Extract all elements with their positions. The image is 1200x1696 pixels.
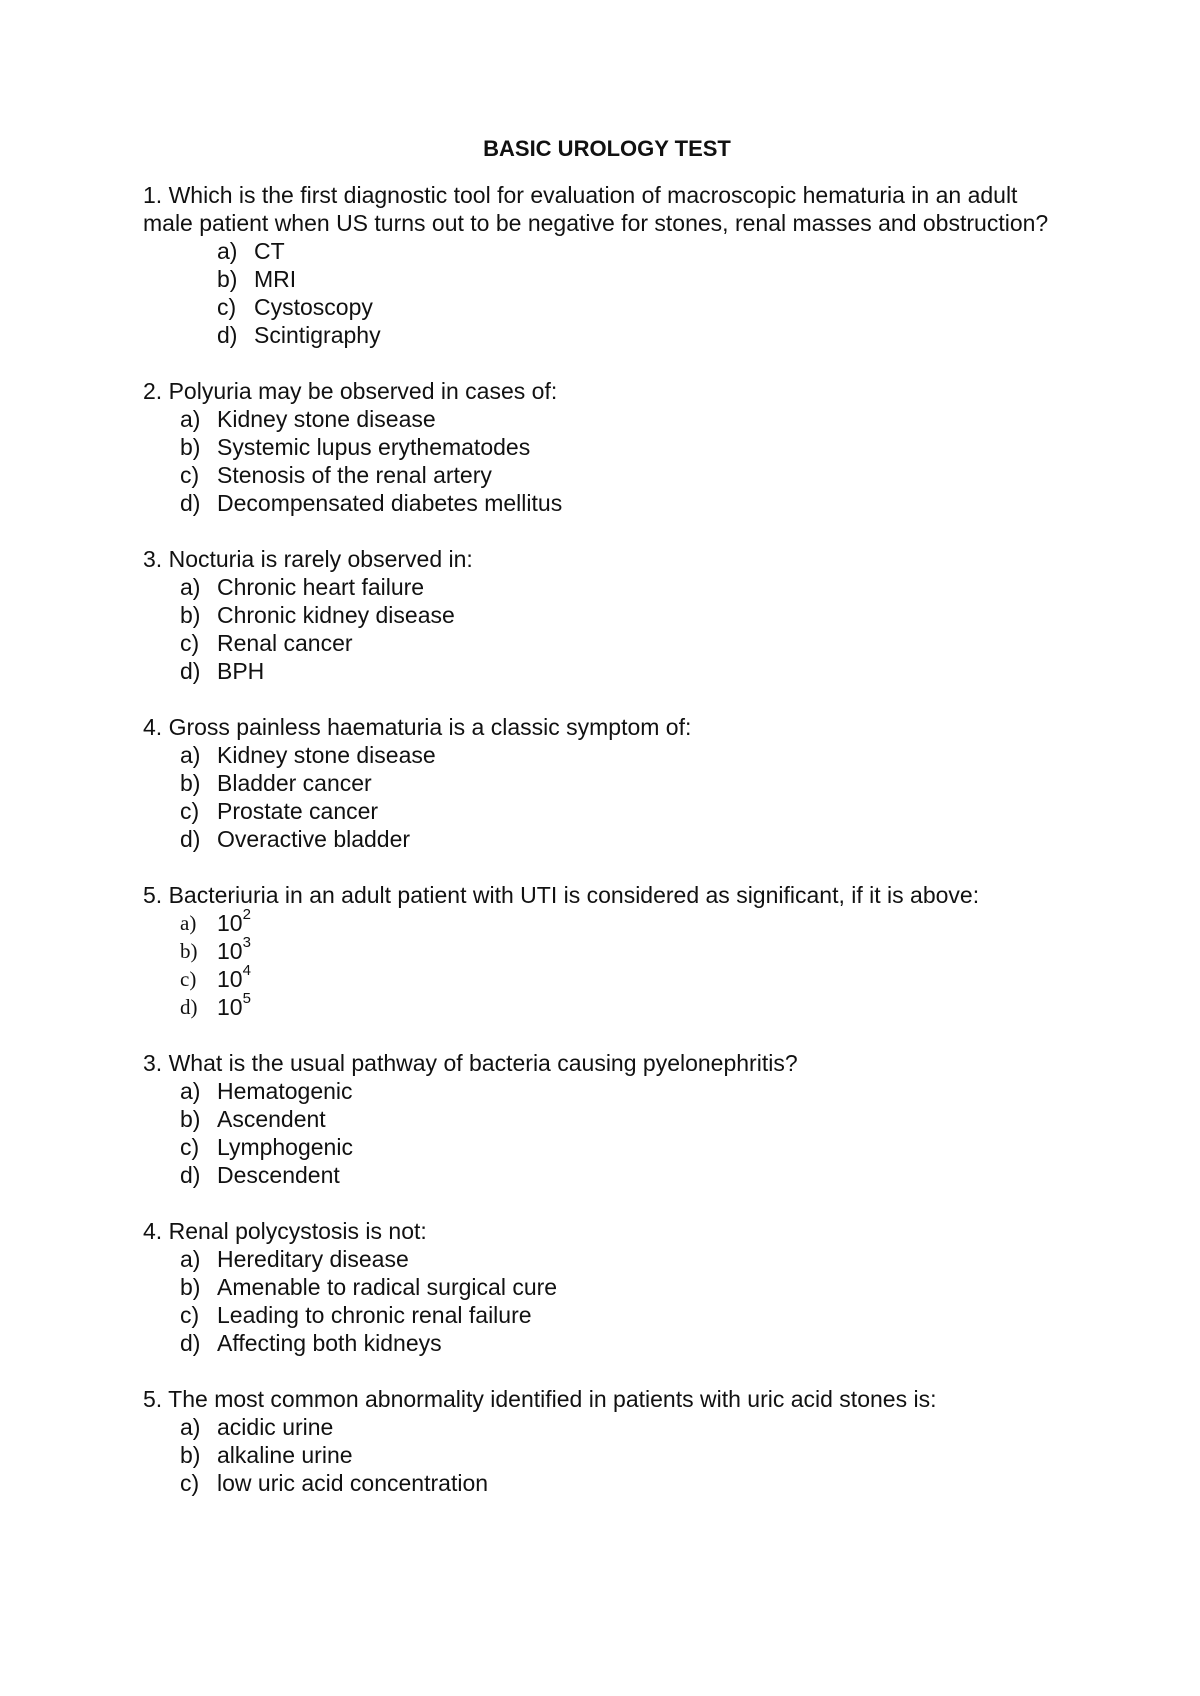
answer-option xyxy=(180,573,1063,601)
option-letter: c) xyxy=(180,1470,200,1496)
answer-option xyxy=(180,741,1063,769)
question-number: 4. xyxy=(143,714,163,740)
option-text: Systemic lupus erythematodes xyxy=(217,434,531,460)
answer-option xyxy=(180,934,1063,965)
answer-option xyxy=(180,1413,1063,1441)
answer-option xyxy=(180,1469,1063,1497)
question-body: Gross painless haematuria is a classic symptom of: xyxy=(168,714,692,740)
question-text xyxy=(143,881,1063,909)
option-letter: b) xyxy=(180,770,201,796)
answer-option xyxy=(180,1077,1063,1105)
question-1 xyxy=(143,181,1063,349)
question-text xyxy=(143,1049,1063,1077)
option-letter: d) xyxy=(217,322,238,348)
option-text: Bladder cancer xyxy=(217,770,372,796)
answer-option xyxy=(180,1161,1063,1189)
option-text: alkaline urine xyxy=(217,1442,353,1468)
option-text: Kidney stone disease xyxy=(217,742,436,768)
answer-options xyxy=(143,1077,1063,1189)
answer-option xyxy=(180,1301,1063,1329)
option-letter: a) xyxy=(180,1078,201,1104)
option-letter: a) xyxy=(180,406,201,432)
question-number: 5. xyxy=(143,882,163,908)
option-text: Prostate cancer xyxy=(217,798,379,824)
answer-option xyxy=(180,962,1063,993)
option-text: Lymphogenic xyxy=(217,1134,353,1160)
option-letter: b) xyxy=(180,602,201,628)
answer-option xyxy=(180,461,1063,489)
answer-options xyxy=(143,906,1063,1021)
question-text xyxy=(143,377,1063,405)
answer-options xyxy=(143,573,1063,685)
question-number: 3. xyxy=(143,546,163,572)
option-text: Hereditary disease xyxy=(217,1246,409,1272)
answer-options xyxy=(143,1413,1063,1497)
option-letter: a) xyxy=(180,1246,201,1272)
question-number: 1. xyxy=(143,182,163,208)
answer-option xyxy=(180,1245,1063,1273)
option-letter: c) xyxy=(180,1302,200,1328)
question-body: Renal polycystosis is not: xyxy=(168,1218,427,1244)
option-letter: d) xyxy=(180,490,201,516)
option-letter: c) xyxy=(180,798,200,824)
answer-options xyxy=(143,741,1063,853)
question-number: 3. xyxy=(143,1050,163,1076)
power-exponent: 2 xyxy=(242,906,251,924)
question-number: 2. xyxy=(143,378,163,404)
option-letter: c) xyxy=(180,967,197,991)
power-exponent: 4 xyxy=(242,962,251,980)
option-letter: a) xyxy=(180,574,201,600)
answer-option xyxy=(217,293,1063,321)
option-letter: a) xyxy=(217,238,238,264)
option-text: Stenosis of the renal artery xyxy=(217,462,492,488)
option-letter: d) xyxy=(180,1330,201,1356)
option-text: Overactive bladder xyxy=(217,826,411,852)
answer-options xyxy=(143,405,1063,517)
answer-option xyxy=(180,489,1063,517)
option-letter: c) xyxy=(180,1134,200,1160)
option-letter: d) xyxy=(180,995,198,1019)
question-body: Which is the first diagnostic tool for evaluation of macroscopic hematuria in an adult male patient when US turns out to be negative for stones, renal masses and obstruction? xyxy=(143,182,1049,236)
option-text xyxy=(217,990,251,1021)
question-7 xyxy=(143,1217,1063,1357)
answer-option xyxy=(180,825,1063,853)
option-letter: b) xyxy=(180,1274,201,1300)
option-letter: a) xyxy=(180,1414,201,1440)
question-body: Bacteriuria in an adult patient with UTI is considered as significant, if it is above: xyxy=(168,882,980,908)
option-text: Decompensated diabetes mellitus xyxy=(217,490,563,516)
question-4 xyxy=(143,713,1063,853)
question-2 xyxy=(143,377,1063,517)
answer-option xyxy=(217,265,1063,293)
question-text xyxy=(143,1217,1063,1245)
question-5 xyxy=(143,881,1063,1021)
option-text: Hematogenic xyxy=(217,1078,353,1104)
answer-option xyxy=(180,1105,1063,1133)
question-body: What is the usual pathway of bacteria causing pyelonephritis? xyxy=(168,1050,798,1076)
power-exponent: 5 xyxy=(242,990,251,1008)
option-text xyxy=(217,962,251,993)
option-text: Amenable to radical surgical cure xyxy=(217,1274,558,1300)
question-8 xyxy=(143,1385,1063,1497)
power-base: 10 xyxy=(217,910,243,936)
option-text xyxy=(217,934,251,965)
option-letter: c) xyxy=(217,294,237,320)
power-base: 10 xyxy=(217,994,243,1020)
option-letter: b) xyxy=(180,1106,201,1132)
option-text: MRI xyxy=(254,266,297,292)
answer-option xyxy=(180,906,1063,937)
question-text xyxy=(143,1385,1063,1413)
answer-option xyxy=(217,321,1063,349)
option-letter: a) xyxy=(180,742,201,768)
document-page xyxy=(143,135,1063,1525)
power-exponent: 3 xyxy=(242,934,251,952)
answer-option xyxy=(180,405,1063,433)
option-text: Kidney stone disease xyxy=(217,406,436,432)
option-text: Descendent xyxy=(217,1162,340,1188)
option-text: acidic urine xyxy=(217,1414,334,1440)
option-letter: b) xyxy=(180,1442,201,1468)
answer-option xyxy=(180,1273,1063,1301)
option-text: Affecting both kidneys xyxy=(217,1330,442,1356)
option-text: Cystoscopy xyxy=(254,294,373,320)
option-text: Ascendent xyxy=(217,1106,326,1132)
answer-option xyxy=(180,1329,1063,1357)
answer-options xyxy=(143,1245,1063,1357)
answer-option xyxy=(180,657,1063,685)
question-number: 5. xyxy=(143,1386,163,1412)
option-text: Chronic heart failure xyxy=(217,574,425,600)
option-letter: d) xyxy=(180,826,201,852)
question-body: Polyuria may be observed in cases of: xyxy=(168,378,558,404)
option-text: CT xyxy=(254,238,285,264)
option-letter: b) xyxy=(180,434,201,460)
option-letter: c) xyxy=(180,462,200,488)
power-base: 10 xyxy=(217,966,243,992)
option-text: Renal cancer xyxy=(217,630,353,656)
option-letter: d) xyxy=(180,1162,201,1188)
question-number: 4. xyxy=(143,1218,163,1244)
option-text: Chronic kidney disease xyxy=(217,602,455,628)
answer-option xyxy=(180,601,1063,629)
answer-option xyxy=(180,990,1063,1021)
option-text: low uric acid concentration xyxy=(217,1470,489,1496)
option-text: Leading to chronic renal failure xyxy=(217,1302,532,1328)
answer-option xyxy=(180,797,1063,825)
answer-options xyxy=(143,237,1063,349)
question-6 xyxy=(143,1049,1063,1189)
option-text xyxy=(217,906,251,937)
answer-option xyxy=(180,629,1063,657)
option-letter: b) xyxy=(217,266,238,292)
answer-option xyxy=(180,1441,1063,1469)
answer-option xyxy=(217,237,1063,265)
power-base: 10 xyxy=(217,938,243,964)
answer-option xyxy=(180,433,1063,461)
option-text: Scintigraphy xyxy=(254,322,381,348)
answer-option xyxy=(180,769,1063,797)
question-text xyxy=(143,181,1063,237)
question-3 xyxy=(143,545,1063,685)
option-text: BPH xyxy=(217,658,265,684)
document-title: BASIC UROLOGY TEST xyxy=(483,136,731,161)
question-body: The most common abnormality identified in patients with uric acid stones is: xyxy=(168,1386,937,1412)
option-letter: d) xyxy=(180,658,201,684)
answer-option xyxy=(180,1133,1063,1161)
question-text xyxy=(143,545,1063,573)
question-body: Nocturia is rarely observed in: xyxy=(168,546,473,572)
option-letter: a) xyxy=(180,911,197,935)
option-letter: b) xyxy=(180,939,198,963)
question-text xyxy=(143,713,1063,741)
option-letter: c) xyxy=(180,630,200,656)
